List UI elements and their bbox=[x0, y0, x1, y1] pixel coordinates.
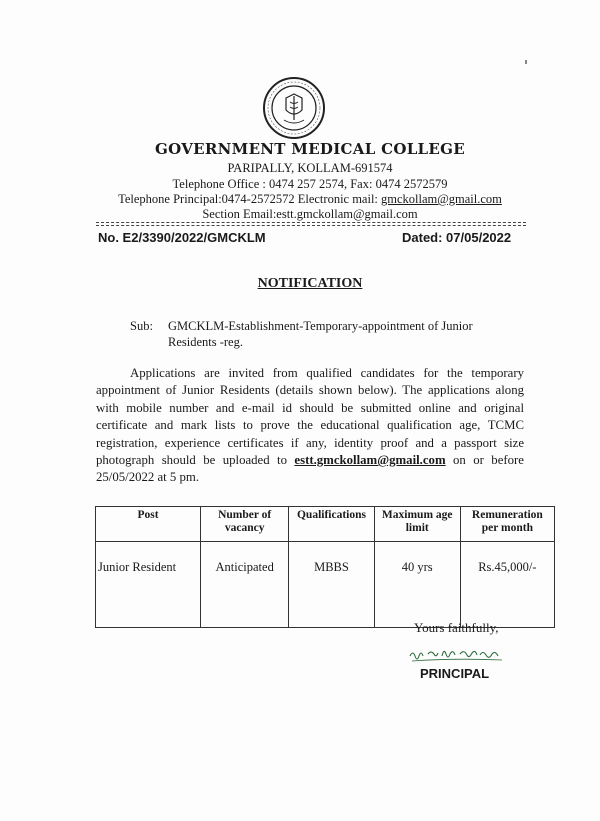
column-header-post: Post bbox=[96, 507, 201, 542]
column-header-qualifications: Qualifications bbox=[289, 507, 374, 542]
address-line: PARIPALLY, KOLLAM-691574 bbox=[227, 161, 393, 175]
vacancy-table bbox=[95, 506, 555, 628]
column-header-age-limit: Maximum age limit bbox=[374, 507, 460, 542]
reference-number: No. E2/3390/2022/GMCKLM bbox=[98, 230, 266, 245]
section-email-line: Section Email:estt.gmckollam@gmail.com bbox=[202, 207, 418, 221]
signatory-title: PRINCIPAL bbox=[420, 666, 490, 681]
cell-remuneration: Rs.45,000/- bbox=[460, 542, 554, 628]
subject-block bbox=[130, 318, 520, 350]
subject-label: Sub: bbox=[130, 319, 153, 333]
telephone-office-line: Telephone Office : 0474 257 2574, Fax: 0474 2572579 bbox=[172, 177, 448, 191]
college-seal-emblem bbox=[262, 76, 326, 140]
cell-vacancy: Anticipated bbox=[201, 542, 289, 628]
principal-email-link[interactable]: gmckollam@gmail.com bbox=[381, 192, 502, 206]
column-header-vacancy: Number of vacancy bbox=[201, 507, 289, 542]
telephone-principal-text: Telephone Principal:0474-2572572 Electronic mail: bbox=[118, 192, 382, 206]
scan-speck bbox=[525, 60, 527, 64]
body-text: Applications are invited from qualified candidates for the temporary appointment of Junior Residents (details shown below). The applications along with mobile number and e-mail id should be submitted online and original certificate and mark lists to prove the educational qualification age, TCMC registration, experience certificates if any, identity proof and a passport size photograph should be uploaded to bbox=[96, 366, 524, 468]
cell-post: Junior Resident bbox=[96, 542, 201, 628]
cell-age-limit: 40 yrs bbox=[374, 542, 460, 628]
cell-qualifications: MBBS bbox=[289, 542, 374, 628]
header-divider bbox=[96, 222, 526, 223]
table-header-row bbox=[96, 507, 555, 542]
notification-date: Dated: 07/05/2022 bbox=[402, 230, 512, 245]
handwritten-signature bbox=[404, 642, 514, 664]
institution-name: GOVERNMENT MEDICAL COLLEGE bbox=[155, 140, 465, 158]
header-divider-second bbox=[96, 225, 526, 226]
telephone-principal-line bbox=[0, 191, 600, 207]
table-row bbox=[96, 542, 555, 628]
closing-salutation: Yours faithfully, bbox=[414, 620, 499, 635]
notification-body bbox=[96, 365, 524, 487]
notification-heading: NOTIFICATION bbox=[257, 276, 363, 291]
subject-text: GMCKLM-Establishment-Temporary-appointment of Junior Residents -reg. bbox=[168, 319, 473, 349]
column-header-remuneration: Remuneration per month bbox=[460, 507, 554, 542]
body-email-link[interactable]: estt.gmckollam@gmail.com bbox=[294, 453, 446, 468]
body-deadline-text: on or before 25/05/2022 at 5 pm. bbox=[96, 453, 524, 485]
